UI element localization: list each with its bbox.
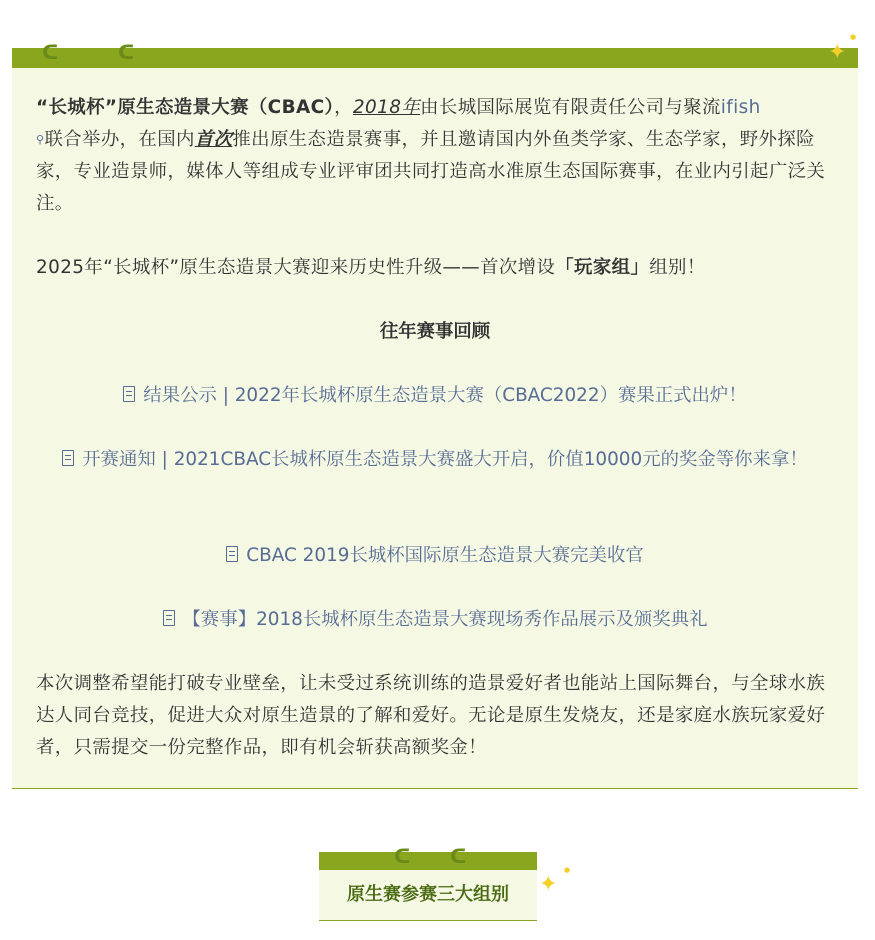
review-title: 往年赛事回顾 bbox=[379, 321, 491, 342]
review-link-2021[interactable] bbox=[36, 444, 834, 476]
document-icon bbox=[62, 450, 74, 466]
review-link-label: 开赛通知 | 2021CBAC长城杯原生态造景大赛盛大开启，价值10000元的奖金等你来拿！ bbox=[82, 449, 808, 470]
document-icon bbox=[226, 546, 238, 562]
intro-host: 由长城国际展览有限责任公司与聚流 bbox=[420, 97, 721, 118]
sparkle-icon: ● bbox=[564, 866, 571, 874]
upgrade-paragraph bbox=[36, 252, 836, 284]
intro-rest: 推出原生态造景赛事，并且邀请国内外鱼类学家、生态学家，野外探险家，专业造景师，媒体人等组成专业评审团共同打造高水准原生态国际赛事，在业内引起广泛关注。 bbox=[36, 129, 826, 214]
sparkle-icon: ● bbox=[850, 33, 857, 41]
intro-first-time: 首次 bbox=[194, 129, 233, 150]
review-link-label: 【赛事】2018长城杯原生态造景大赛现场秀作品展示及颁奖典礼 bbox=[182, 609, 708, 630]
sparkle-icon: ✦ bbox=[539, 872, 558, 897]
intro-comma: ， bbox=[334, 97, 353, 118]
upgrade-tail: 组别！ bbox=[649, 257, 706, 278]
binder-ring-icon: ᑕ bbox=[450, 844, 467, 868]
header-bar bbox=[12, 48, 858, 68]
document-icon bbox=[123, 386, 135, 402]
intro-brand: 长城杯”原生态造景大赛（CBAC） bbox=[48, 97, 335, 118]
binder-ring-icon: ᑕ bbox=[394, 844, 411, 868]
intro-paragraph bbox=[36, 92, 836, 220]
review-link-2019[interactable] bbox=[26, 540, 844, 572]
section-header bbox=[319, 852, 537, 920]
review-link-2022[interactable] bbox=[26, 380, 844, 412]
sparkle-icon: ✦ bbox=[828, 40, 847, 65]
section-title: 原生赛参赛三大组别 bbox=[319, 870, 537, 921]
review-link-label: CBAC 2019长城杯国际原生态造景大赛完美收官 bbox=[246, 545, 644, 566]
closing-paragraph: 本次调整希望能打破专业壁垒，让未受过系统训练的造景爱好者也能站上国际舞台，与全球水族达人同台竞技，促进大众对原生造景的了解和爱好。无论是原生发烧友，还是家庭水族玩家爱好者，只需提交一份完整作品，即有机会斩获高额奖金！ bbox=[36, 673, 826, 758]
intro-quote: “ bbox=[36, 97, 49, 118]
binder-ring-icon: ᑕ bbox=[118, 40, 135, 64]
intro-year: 2018年 bbox=[352, 97, 421, 118]
upgrade-highlight: 「玩家组」 bbox=[555, 257, 650, 278]
document-icon bbox=[163, 610, 175, 626]
ifish-link[interactable]: ifish bbox=[720, 97, 761, 118]
content-panel bbox=[12, 68, 858, 789]
intro-after-partner: 联合举办，在国内 bbox=[44, 129, 195, 150]
review-link-label: 结果公示 | 2022年长城杯原生态造景大赛（CBAC2022）赛果正式出炉！ bbox=[143, 385, 747, 406]
search-icon[interactable]: ⚲ bbox=[36, 133, 45, 146]
upgrade-lead: 2025年“长城杯”原生态造景大赛迎来历史性升级——首次增设 bbox=[36, 257, 556, 278]
review-link-2018[interactable] bbox=[26, 604, 844, 636]
binder-ring-icon: ᑕ bbox=[42, 40, 59, 64]
section-header-bar bbox=[319, 852, 537, 870]
